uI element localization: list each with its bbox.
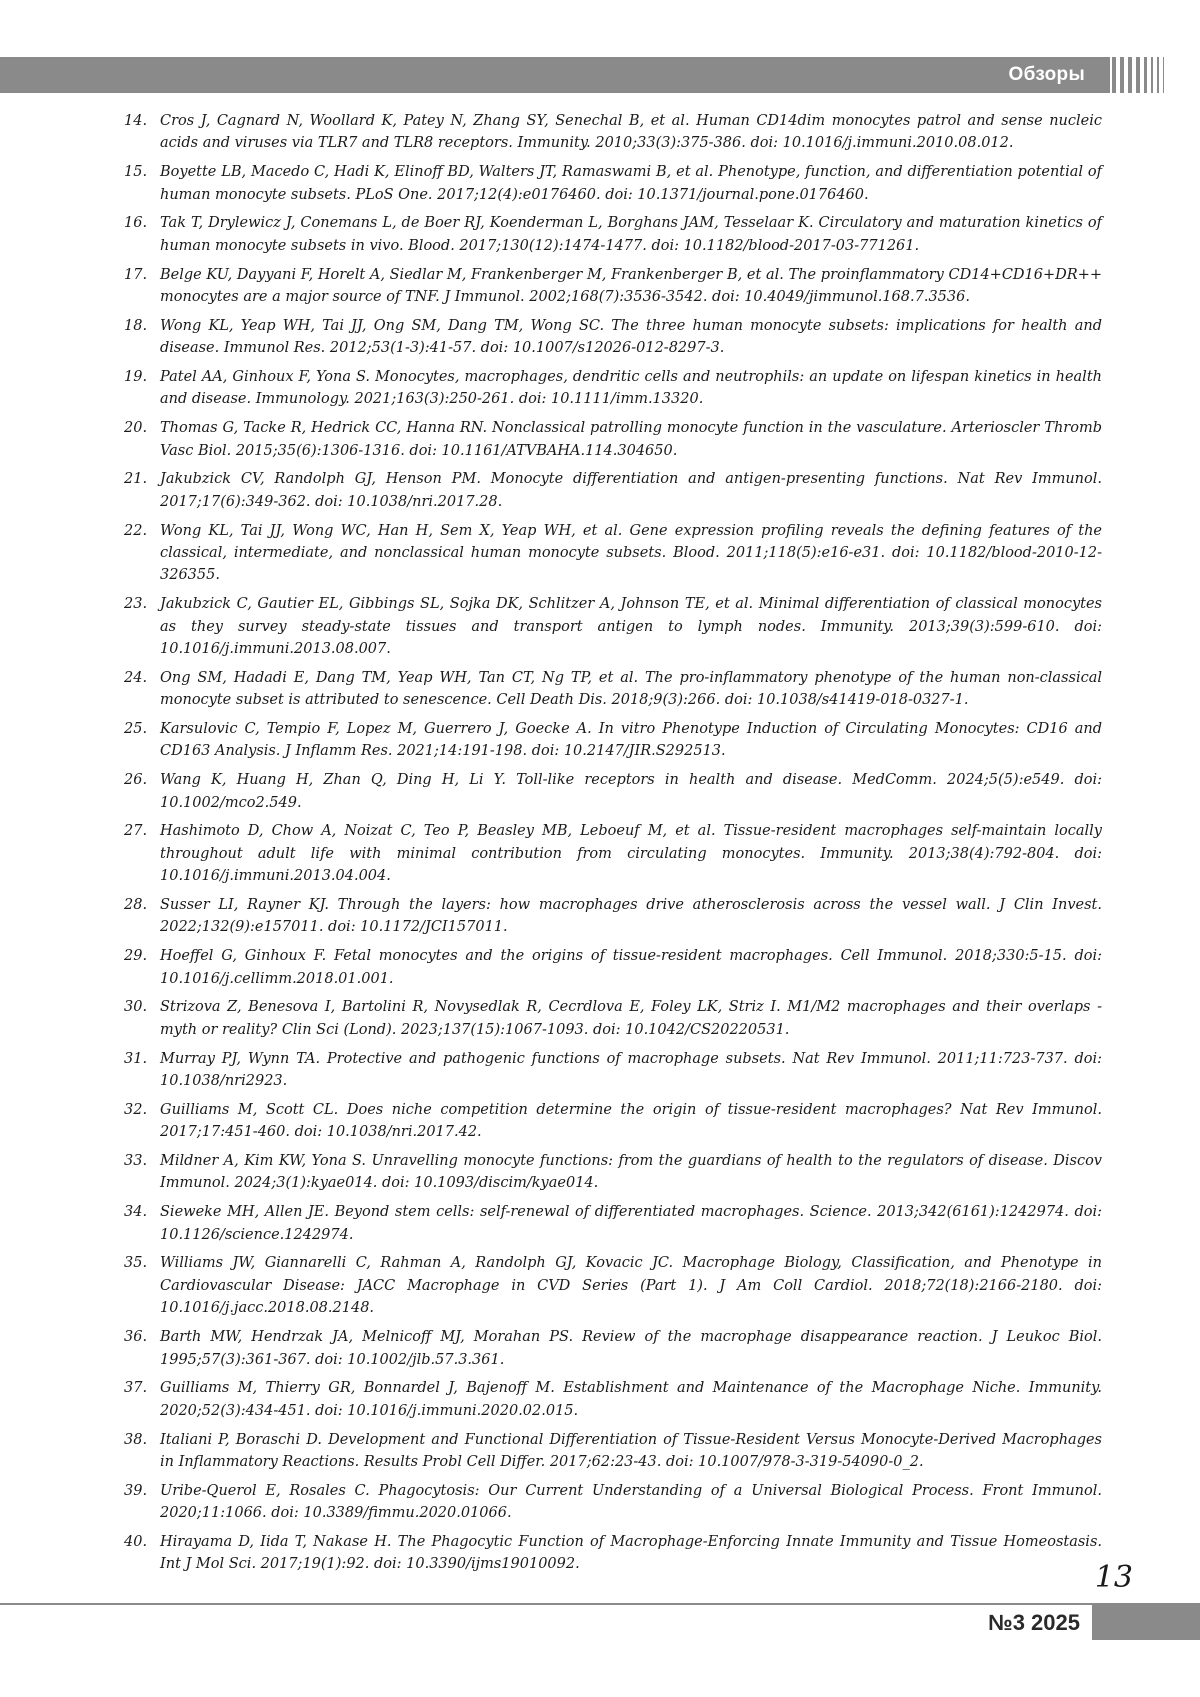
reference-number: 16. bbox=[124, 215, 148, 232]
reference-text: Karsulovic C, Tempio F, Lopez M, Guerrero J, Goecke A. In vitro Phenotype Induction of Circulating Monocytes: CD16 and CD163 Analysis. J Inflamm Res. 2021;14:191-198. doi: 10.2147/JIR.S292513. bbox=[160, 721, 1102, 760]
reference-number: 32. bbox=[124, 1101, 148, 1118]
reference-text: Hirayama D, Iida T, Nakase H. The Phagocytic Function of Macrophage-Enforcing Innate Immunity and Tissue Homeostasis. Int J Mol Sci. 2017;19(1):92. doi: 10.3390/ijms19010092. bbox=[160, 1533, 1102, 1573]
reference-text: Hoeffel G, Ginhoux F. Fetal monocytes and the origins of tissue-resident macrophages. Cell Immunol. 2018;330:5-15. doi: 10.1016/j.cellimm.2018.01.001. bbox=[160, 948, 1102, 987]
reference-number: 40. bbox=[124, 1533, 148, 1550]
reference-item bbox=[124, 1326, 1102, 1371]
reference-list bbox=[124, 110, 1102, 1582]
reference-text: Wang K, Huang H, Zhan Q, Ding H, Li Y. Toll-like receptors in health and disease. MedComm. 2024;5(5):e549. doi: 10.1002/mco2.549. bbox=[160, 772, 1102, 811]
reference-item bbox=[124, 769, 1102, 814]
reference-text: Guilliams M, Scott CL. Does niche competition determine the origin of tissue-resident macrophages? Nat Rev Immunol. 2017;17:451-460. doi: 10.1038/nri.2017.42. bbox=[160, 1101, 1102, 1141]
reference-number: 38. bbox=[124, 1431, 148, 1448]
reference-number: 26. bbox=[124, 772, 148, 789]
reference-item bbox=[124, 1099, 1102, 1144]
reference-number: 35. bbox=[124, 1255, 148, 1272]
reference-item bbox=[124, 945, 1102, 990]
reference-item bbox=[124, 417, 1102, 462]
reference-number: 28. bbox=[124, 897, 148, 914]
footer-block bbox=[1092, 1603, 1200, 1640]
reference-text: Tak T, Drylewicz J, Conemans L, de Boer RJ, Koenderman L, Borghans JAM, Tesselaar K. Circulatory and maturation kinetics of human monocyte subsets in vivo. Blood. 2017;130(12):1474-1477. doi: 10.1182/blood-2017-03-771261. bbox=[160, 215, 1102, 254]
reference-number: 33. bbox=[124, 1153, 148, 1170]
reference-text: Wong KL, Yeap WH, Tai JJ, Ong SM, Dang TM, Wong SC. The three human monocyte subsets: implications for health and disease. Immunol Res. 2012;53(1-3):41-57. doi: 10.1007/s12026-012-8297-3. bbox=[160, 317, 1102, 357]
reference-text: Sieweke MH, Allen JE. Beyond stem cells: self-renewal of differentiated macrophages. Science. 2013;342(6161):1242974. doi: 10.1126/science.1242974. bbox=[160, 1204, 1102, 1243]
reference-number: 20. bbox=[124, 420, 148, 437]
reference-text: Belge KU, Dayyani F, Horelt A, Siedlar M, Frankenberger M, Frankenberger B, et al. The proinflammatory CD14+CD16+DR++ monocytes are a major source of TNF. J Immunol. 2002;168(7):3536-3542. doi: 10.4049/jimmunol.168.7.3536. bbox=[160, 266, 1102, 306]
reference-number: 27. bbox=[124, 823, 148, 840]
reference-number: 14. bbox=[124, 113, 148, 129]
reference-item bbox=[124, 996, 1102, 1041]
reference-number: 18. bbox=[124, 317, 148, 334]
reference-text: Jakubzick C, Gautier EL, Gibbings SL, Sojka DK, Schlitzer A, Johnson TE, et al. Minimal differentiation of classical monocytes as they survey steady-state tissues and transport antigen to lymph nodes. Immunity. 2013;39(3):599-610. doi: 10.1016/j.immuni.2013.08.007. bbox=[160, 596, 1102, 658]
reference-item bbox=[124, 264, 1102, 309]
reference-item bbox=[124, 212, 1102, 257]
section-title: Обзоры bbox=[1008, 64, 1085, 85]
reference-text: Williams JW, Giannarelli C, Rahman A, Randolph GJ, Kovacic JC. Macrophage Biology, Classification, and Phenotype in Cardiovascular Disease: JACC Macrophage in CVD Series (Part 1). J Am Coll Cardiol. 2018;72(18):2166-2180. doi: 10.1016/j.jacc.2018.08.2148. bbox=[160, 1255, 1102, 1317]
reference-number: 24. bbox=[124, 669, 148, 686]
reference-text: Italiani P, Boraschi D. Development and Functional Differentiation of Tissue-Resident Versus Monocyte-Derived Macrophages in Inflammatory Reactions. Results Probl Cell Differ. 2017;62:23-43. doi: 10.1007/978-3-319-54090-0_2. bbox=[160, 1431, 1102, 1470]
reference-item bbox=[124, 593, 1102, 660]
reference-item bbox=[124, 520, 1102, 587]
reference-text: Strizova Z, Benesova I, Bartolini R, Novysedlak R, Cecrdlova E, Foley LK, Striz I. M1/M2 macrophages and their overlaps - myth or reality? Clin Sci (Lond). 2023;137(15):1067-1093. doi: 10.1042/CS20220531. bbox=[160, 999, 1102, 1038]
reference-number: 36. bbox=[124, 1329, 148, 1346]
reference-number: 37. bbox=[124, 1380, 148, 1397]
reference-text: Patel AA, Ginhoux F, Yona S. Monocytes, macrophages, dendritic cells and neutrophils: an update on lifespan kinetics in health and disease. Immunology. 2021;163(3):250-261. doi: 10.1111/imm.13320. bbox=[160, 369, 1102, 408]
reference-item bbox=[124, 667, 1102, 712]
reference-item bbox=[124, 718, 1102, 763]
reference-item bbox=[124, 1201, 1102, 1246]
reference-item bbox=[124, 1429, 1102, 1474]
reference-number: 29. bbox=[124, 948, 148, 965]
reference-item bbox=[124, 1377, 1102, 1422]
footer-rule bbox=[0, 1603, 1092, 1605]
reference-item bbox=[124, 1480, 1102, 1525]
reference-text: Cros J, Cagnard N, Woollard K, Patey N, Zhang SY, Senechal B, et al. Human CD14dim monocytes patrol and sense nucleic acids and viruses via TLR7 and TLR8 receptors. Immunity. 2010;33(3):375-386. doi: 10.1016/j.immuni.2010.08.012. bbox=[160, 113, 1102, 152]
reference-number: 34. bbox=[124, 1204, 148, 1221]
reference-number: 25. bbox=[124, 721, 148, 738]
header-stripes-decoration bbox=[1108, 57, 1170, 93]
reference-text: Thomas G, Tacke R, Hedrick CC, Hanna RN. Nonclassical patrolling monocyte function in the vasculature. Arterioscler Thromb Vasc Biol. 2015;35(6):1306-1316. doi: 10.1161/ATVBAHA.114.304650. bbox=[160, 420, 1102, 459]
reference-number: 17. bbox=[124, 266, 148, 283]
reference-number: 22. bbox=[124, 522, 148, 539]
reference-text: Barth MW, Hendrzak JA, Melnicoff MJ, Morahan PS. Review of the macrophage disappearance reaction. J Leukoc Biol. 1995;57(3):361-367. doi: 10.1002/jlb.57.3.361. bbox=[160, 1329, 1102, 1368]
reference-item bbox=[124, 820, 1102, 887]
reference-number: 15. bbox=[124, 164, 148, 181]
issue-label: №3 2025 bbox=[988, 1610, 1080, 1635]
reference-item bbox=[124, 1150, 1102, 1195]
reference-text: Ong SM, Hadadi E, Dang TM, Yeap WH, Tan CT, Ng TP, et al. The pro-inflammatory phenotype of the human non-classical monocyte subset is attributed to senescence. Cell Death Dis. 2018;9(3):266. doi: 10.1038/s41419-018-0327-1. bbox=[160, 669, 1102, 709]
reference-text: Guilliams M, Thierry GR, Bonnardel J, Bajenoff M. Establishment and Maintenance of the Macrophage Niche. Immunity. 2020;52(3):434-451. doi: 10.1016/j.immuni.2020.02.015. bbox=[160, 1380, 1102, 1419]
reference-item bbox=[124, 1048, 1102, 1093]
reference-number: 21. bbox=[124, 471, 148, 488]
reference-text: Susser LI, Rayner KJ. Through the layers: how macrophages drive atherosclerosis across the vessel wall. J Clin Invest. 2022;132(9):e157011. doi: 10.1172/JCI157011. bbox=[160, 897, 1102, 936]
reference-text: Boyette LB, Macedo C, Hadi K, Elinoff BD, Walters JT, Ramaswami B, et al. Phenotype, function, and differentiation potential of human monocyte subsets. PLoS One. 2017;12(4):e0176460. doi: 10.1371/journal.pone.0176460. bbox=[160, 164, 1102, 203]
reference-text: Hashimoto D, Chow A, Noizat C, Teo P, Beasley MB, Leboeuf M, et al. Tissue-resident macrophages self-maintain locally throughout adult life with minimal contribution from circulating monocytes. Immunity. 2013;38(4):792-804. doi: 10.1016/j.immuni.2013.04.004. bbox=[160, 823, 1102, 885]
reference-item bbox=[124, 1252, 1102, 1319]
header-bar bbox=[0, 57, 1110, 93]
reference-item bbox=[124, 315, 1102, 360]
reference-text: Uribe-Querol E, Rosales C. Phagocytosis: Our Current Understanding of a Universal Biological Process. Front Immunol. 2020;11:1066. doi: 10.3389/fimmu.2020.01066. bbox=[160, 1482, 1102, 1522]
reference-item bbox=[124, 1531, 1102, 1576]
reference-number: 30. bbox=[124, 999, 148, 1016]
reference-number: 19. bbox=[124, 369, 148, 386]
reference-item bbox=[124, 161, 1102, 206]
reference-item bbox=[124, 366, 1102, 411]
reference-number: 31. bbox=[124, 1050, 148, 1067]
reference-text: Murray PJ, Wynn TA. Protective and pathogenic functions of macrophage subsets. Nat Rev Immunol. 2011;11:723-737. doi: 10.1038/nri2923. bbox=[160, 1050, 1102, 1090]
reference-number: 23. bbox=[124, 596, 148, 613]
reference-item bbox=[124, 894, 1102, 939]
reference-text: Mildner A, Kim KW, Yona S. Unravelling monocyte functions: from the guardians of health to the regulators of disease. Discov Immunol. 2024;3(1):kyae014. doi: 10.1093/discim/kyae014. bbox=[160, 1153, 1102, 1192]
reference-number: 39. bbox=[124, 1482, 148, 1499]
reference-text: Jakubzick CV, Randolph GJ, Henson PM. Monocyte differentiation and antigen-presenting functions. Nat Rev Immunol. 2017;17(6):349-362. doi: 10.1038/nri.2017.28. bbox=[160, 471, 1102, 510]
reference-item bbox=[124, 110, 1102, 155]
reference-text: Wong KL, Tai JJ, Wong WC, Han H, Sem X, Yeap WH, et al. Gene expression profiling reveals the defining features of the classical, intermediate, and nonclassical human monocyte subsets. Blood. 2011;118(5):e16-e31. doi: 10.1182/blood-2010-12-326355. bbox=[160, 522, 1102, 584]
page-number: 13 bbox=[1094, 1560, 1133, 1595]
reference-item bbox=[124, 468, 1102, 513]
